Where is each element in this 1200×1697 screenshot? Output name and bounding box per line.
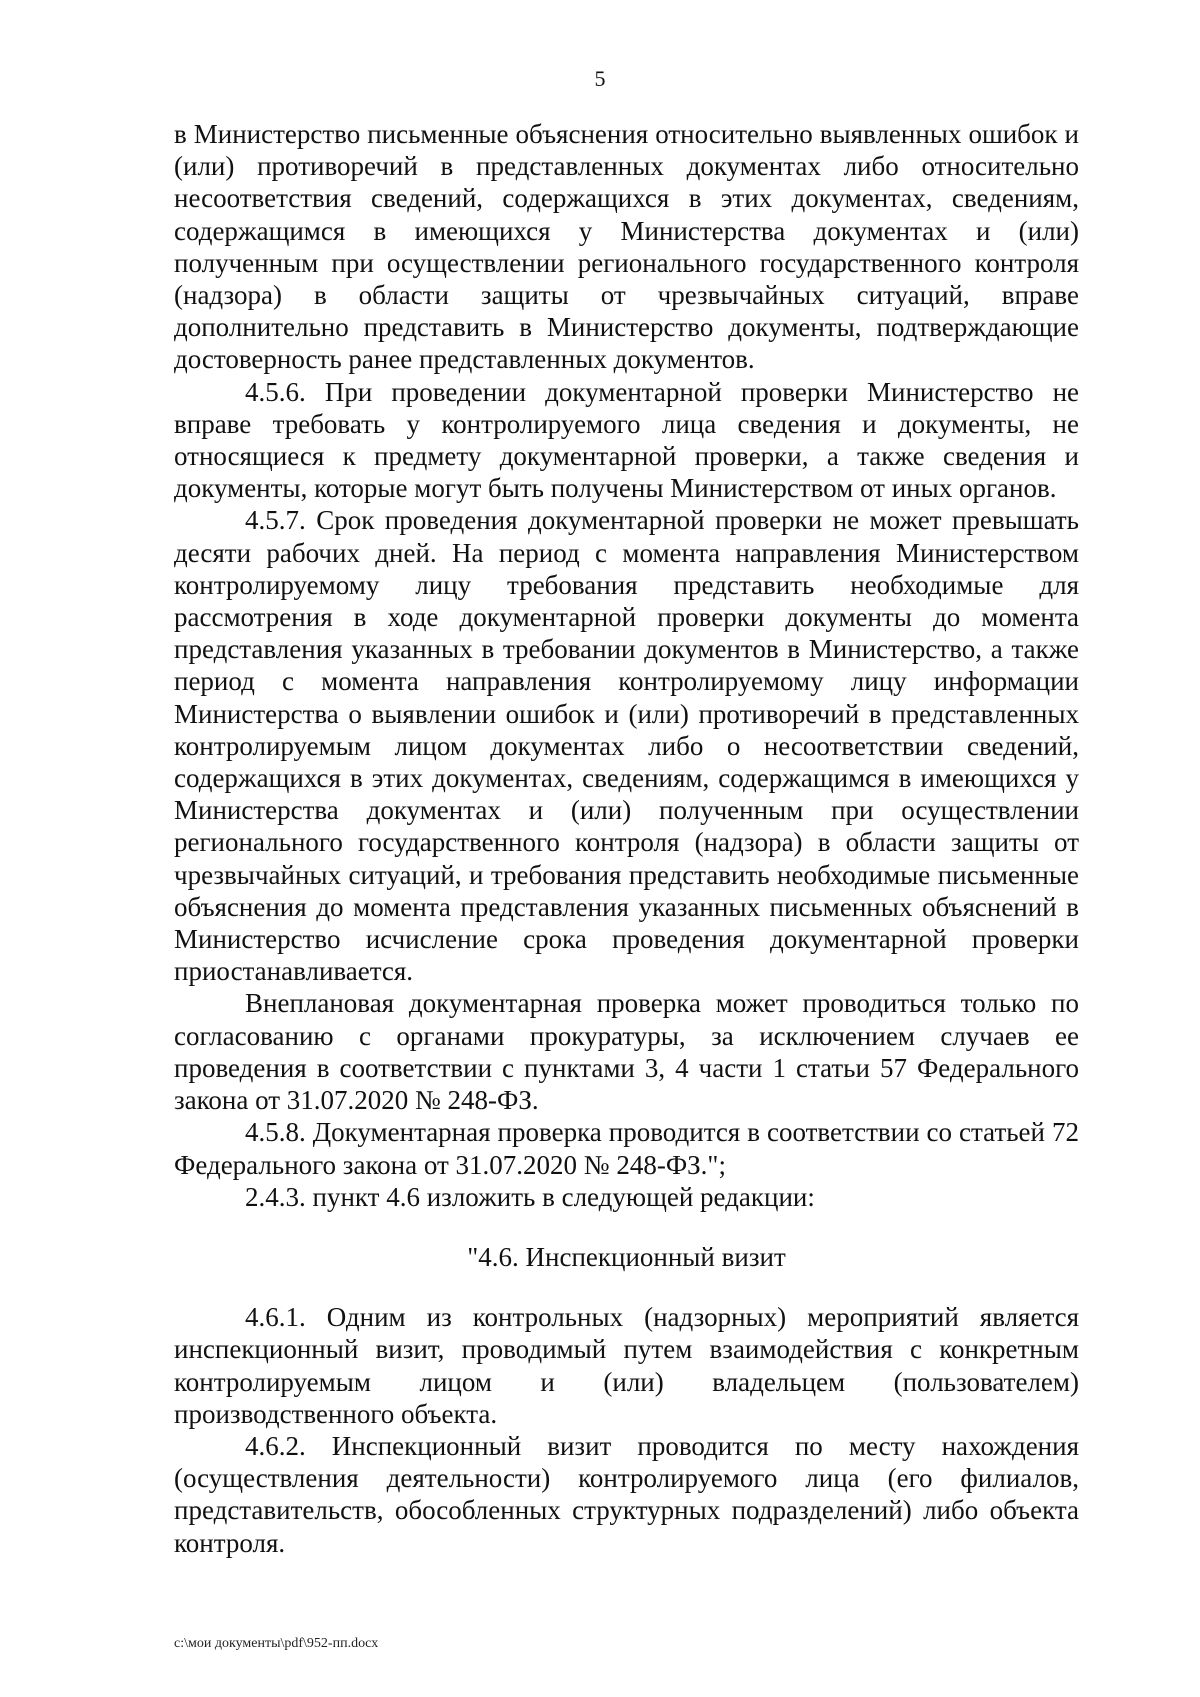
paragraph-4-6-2: 4.6.2. Инспекционный визит проводится по месту нахождения (осуществления деятельности) контролируемого лица (его филиалов, представительств, обособленных структурных подразделений) либо объекта контроля.	[174, 1430, 1079, 1558]
document-body	[174, 118, 1079, 1559]
paragraph-unscheduled-inspection: Внеплановая документарная проверка может проводиться только по согласованию с органами прокуратуры, за исключением случаев ее проведения в соответствии с пунктами 3, 4 части 1 статьи 57 Федерального закона от 31.07.2020 № 248-ФЗ.	[174, 988, 1079, 1116]
paragraph-2-4-3: 2.4.3. пункт 4.6 изложить в следующей редакции:	[245, 1181, 815, 1212]
footer-file-path: c:\мои документы\pdf\952-пп.docx	[174, 1636, 379, 1651]
paragraph-4-5-6: 4.5.6. При проведении документарной проверки Министерство не вправе требовать у контролируемого лица сведения и документы, не относящиеся к предмету документарной проверки, а также сведения и документы, которые могут быть получены Министерством от иных органов.	[174, 376, 1079, 504]
paragraph-4-5-7: 4.5.7. Срок проведения документарной проверки не может превышать десяти рабочих дней. На период с момента направления Министерством контролируемому лицу требования представить необходимые для рассмотрения в ходе документарной проверки документы до момента представления указанных в требовании документов в Министерство, а также период с момента направления контролируемому лицу информации Министерства о выявлении ошибок и (или) противоречий в представленных контролируемым лицом документах либо о несоответствии сведений, содержащихся в этих документах, сведениям, содержащимся в имеющихся у Министерства документах и (или) полученным при осуществлении регионального государственного контроля (надзора) в области защиты от чрезвычайных ситуаций, и требования представить необходимые письменные объяснения до момента представления указанных письменных объяснений в Министерство исчисление срока проведения документарной проверки приостанавливается.	[174, 505, 1079, 987]
paragraph-4-6-1: 4.6.1. Одним из контрольных (надзорных) мероприятий является инспекционный визит, проводимый путем взаимодействия с конкретным контролируемым лицом и (или) владельцем (пользователем) производственного объекта.	[174, 1302, 1079, 1429]
page-number: 5	[594, 66, 606, 91]
paragraph-continuation: в Министерство письменные объяснения относительно выявленных ошибок и (или) противоречий в представленных документах либо относительно несоответствия сведений, содержащихся в этих документах, сведениям, содержащимся в имеющихся у Министерства документах и (или) полученным при осуществлении регионального государственного контроля (надзора) в области защиты от чрезвычайных ситуаций, вправе дополнительно представить в Министерство документы, подтверждающие достоверность ранее представленных документов.	[174, 119, 1079, 375]
section-heading-4-6: "4.6. Инспекционный визит	[467, 1241, 786, 1272]
paragraph-4-5-8: 4.5.8. Документарная проверка проводится в соответствии со статьей 72 Федерального закона от 31.07.2020 № 248-ФЗ.";	[174, 1117, 1079, 1180]
